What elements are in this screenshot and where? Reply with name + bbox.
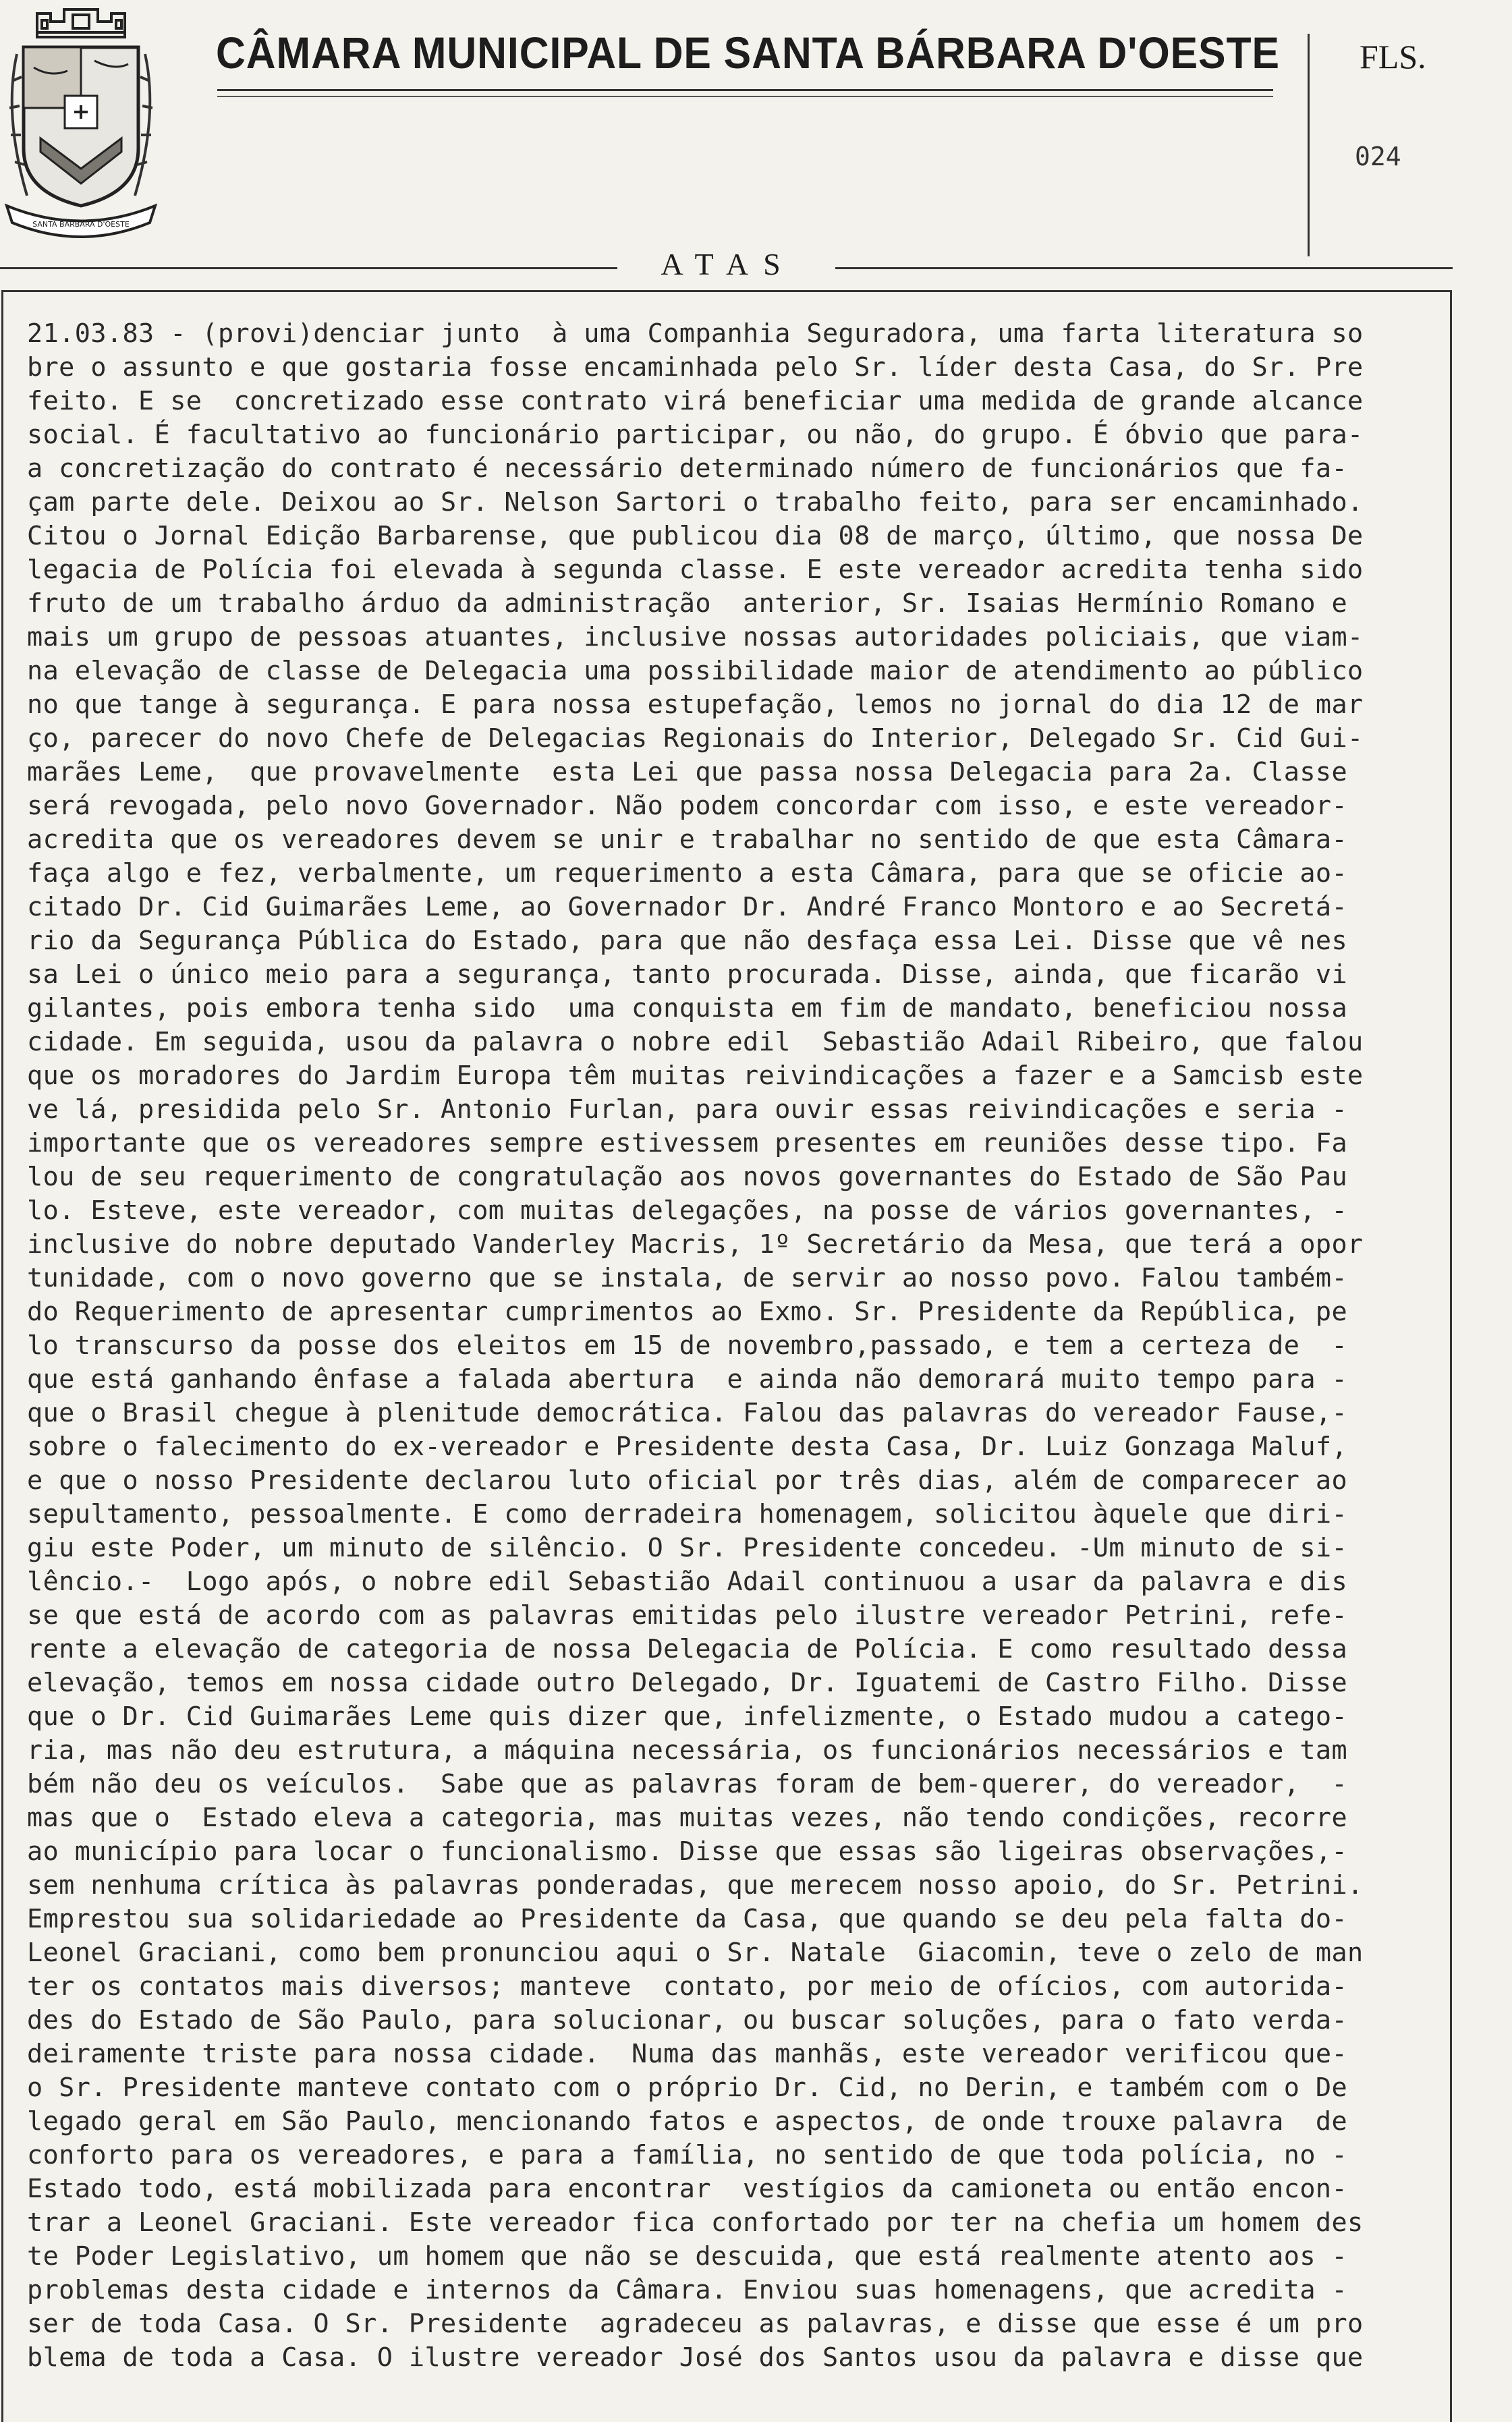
minutes-line: legado geral em São Paulo, mencionando fatos e aspectos, de onde trouxe palavra de <box>27 2106 1348 2137</box>
header-rule <box>217 89 1273 91</box>
section-title: ATAS <box>661 247 795 281</box>
minutes-line: blema de toda a Casa. O ilustre vereador José dos Santos usou da palavra e disse que <box>27 2342 1364 2373</box>
minutes-line: bém não deu os veículos. Sabe que as palavras foram de bem-querer, do vereador, - <box>27 1769 1348 1799</box>
minutes-line: a concretização do contrato é necessário determinado número de funcionários que fa- <box>27 453 1348 484</box>
minutes-line: des do Estado de São Paulo, para solucionar, ou buscar soluções, para o fato verda- <box>27 2005 1348 2035</box>
minutes-line: Citou o Jornal Edição Barbarense, que publicou dia 08 de março, último, que nossa De <box>27 521 1364 551</box>
minutes-line: que está ganhando ênfase a falada abertura e ainda não demorará muito tempo para - <box>27 1364 1348 1395</box>
municipal-coat-of-arms <box>0 0 162 243</box>
minutes-line: e que o nosso Presidente declarou luto oficial por três dias, além de comparecer ao <box>27 1465 1348 1496</box>
minutes-line: inclusive do nobre deputado Vanderley Macris, 1º Secretário da Mesa, que terá a opor <box>27 1229 1364 1260</box>
minutes-line: na elevação de classe de Delegacia uma possibilidade maior de atendimento ao público <box>27 656 1364 686</box>
minutes-line: giu este Poder, um minuto de silêncio. O Sr. Presidente concedeu. -Um minuto de si- <box>27 1533 1348 1563</box>
minutes-line: sepultamento, pessoalmente. E como derradeira homenagem, solicitou àquele que diri- <box>27 1499 1348 1529</box>
minutes-line: que o Dr. Cid Guimarães Leme quis dizer que, infelizmente, o Estado mudou a catego- <box>27 1701 1348 1732</box>
minutes-line: legacia de Polícia foi elevada à segunda classe. E este vereador acredita tenha sido <box>27 555 1364 585</box>
minutes-line: ço, parecer do novo Chefe de Delegacias Regionais do Interior, Delegado Sr. Cid Gui- <box>27 723 1364 754</box>
minutes-line: lo. Esteve, este vereador, com muitas delegações, na posse de vários governantes, - <box>27 1195 1348 1226</box>
minutes-line: ser de toda Casa. O Sr. Presidente agradeceu as palavras, e disse que esse é um pro <box>27 2309 1364 2339</box>
minutes-line: rio da Segurança Pública do Estado, para que não desfaça essa Lei. Disse que vê nes <box>27 926 1348 956</box>
minutes-line: tunidade, com o novo governo que se instala, de servir ao nosso povo. Falou também- <box>27 1263 1348 1293</box>
minutes-line: que o Brasil chegue à plenitude democrática. Falou das palavras do vereador Fause,- <box>27 1398 1348 1428</box>
header-title: CÂMARA MUNICIPAL DE SANTA BÁRBARA D'OESTE <box>216 28 1280 78</box>
minutes-line: Leonel Graciani, como bem pronunciou aqui o Sr. Natale Giacomin, teve o zelo de man <box>27 1938 1364 1968</box>
minutes-line: gilantes, pois embora tenha sido uma conquista em fim de mandato, beneficiou nossa <box>27 993 1348 1023</box>
minutes-line: lêncio.- Logo após, o nobre edil Sebastião Adail continuou a usar da palavra e dis <box>27 1567 1348 1597</box>
section-rule-left <box>0 267 617 269</box>
minutes-line: ve lá, presidida pelo Sr. Antonio Furlan, para ouvir essas reivindicações e seria - <box>27 1094 1348 1125</box>
minutes-line: deiramente triste para nossa cidade. Numa das manhãs, este vereador verificou que- <box>27 2039 1348 2069</box>
minutes-line: rente a elevação de categoria de nossa Delegacia de Polícia. E como resultado dessa <box>27 1634 1348 1664</box>
minutes-line: lou de seu requerimento de congratulação aos novos governantes do Estado de São Pau <box>27 1162 1348 1192</box>
minutes-line: do Requerimento de apresentar cumprimentos ao Exmo. Sr. Presidente da República, pe <box>27 1297 1348 1327</box>
minutes-line: çam parte dele. Deixou ao Sr. Nelson Sartori o trabalho feito, para ser encaminhado. <box>27 487 1364 517</box>
header-rule-secondary <box>217 96 1273 97</box>
minutes-line: citado Dr. Cid Guimarães Leme, ao Governador Dr. André Franco Montoro e ao Secretá- <box>27 892 1348 922</box>
minutes-line: fruto de um trabalho árduo da administração anterior, Sr. Isaias Hermínio Romano e <box>27 588 1348 619</box>
minutes-line: acredita que os vereadores devem se unir e trabalhar no sentido de que esta Câmara- <box>27 824 1348 855</box>
minutes-line: bre o assunto e que gostaria fosse encaminhada pelo Sr. líder desta Casa, do Sr. Pre <box>27 352 1364 383</box>
minutes-line: marães Leme, que provavelmente esta Lei que passa nossa Delegacia para 2a. Classe <box>27 757 1348 787</box>
minutes-line: importante que os vereadores sempre estivessem presentes em reuniões desse tipo. Fa <box>27 1128 1348 1158</box>
minutes-line: lo transcurso da posse dos eleitos em 15 de novembro,passado, e tem a certeza de - <box>27 1330 1348 1361</box>
minutes-line: Estado todo, está mobilizada para encontrar vestígios da camioneta ou então encon- <box>27 2174 1348 2204</box>
minutes-line: ao município para locar o funcionalismo. Disse que essas são ligeiras observações,- <box>27 1836 1348 1867</box>
header-divider <box>1308 34 1310 256</box>
minutes-line: que os moradores do Jardim Europa têm muitas reivindicações a fazer e a Samcisb este <box>27 1061 1364 1091</box>
minutes-line: mas que o Estado eleva a categoria, mas muitas vezes, não tendo condições, recorre <box>27 1803 1348 1833</box>
minutes-line: cidade. Em seguida, usou da palavra o nobre edil Sebastião Adail Ribeiro, que falou <box>27 1027 1364 1057</box>
minutes-line: ria, mas não deu estrutura, a máquina necessária, os funcionários necessários e tam <box>27 1735 1348 1766</box>
minutes-line: conforto para os vereadores, e para a família, no sentido de que toda polícia, no - <box>27 2140 1348 2170</box>
minutes-line: o Sr. Presidente manteve contato com o próprio Dr. Cid, no Derin, e também com o De <box>27 2073 1348 2103</box>
minutes-line: 21.03.83 - (provi)denciar junto à uma Companhia Seguradora, uma farta literatura so <box>27 318 1364 349</box>
minutes-body <box>27 317 1451 2375</box>
minutes-line: problemas desta cidade e internos da Câmara. Enviou suas homenagens, que acredita - <box>27 2275 1348 2305</box>
minutes-line: será revogada, pelo novo Governador. Não podem concordar com isso, e este vereador- <box>27 791 1348 821</box>
minutes-line: ter os contatos mais diversos; manteve contato, por meio de ofícios, com autorida- <box>27 1971 1348 2002</box>
minutes-line: sobre o falecimento do ex-vereador e Presidente desta Casa, Dr. Luiz Gonzaga Maluf, <box>27 1432 1348 1462</box>
section-rule-right <box>835 267 1453 269</box>
minutes-line: social. É facultativo ao funcionário participar, ou não, do grupo. É óbvio que para- <box>27 420 1364 450</box>
minutes-line: se que está de acordo com as palavras emitidas pelo ilustre vereador Petrini, refe- <box>27 1600 1348 1631</box>
minutes-line: sem nenhuma crítica às palavras ponderadas, que merecem nosso apoio, do Sr. Petrini. <box>27 1870 1364 1900</box>
minutes-line: feito. E se concretizado esse contrato virá beneficiar uma medida de grande alcance <box>27 386 1364 416</box>
fls-label: FLS. <box>1360 38 1426 76</box>
minutes-line: sa Lei o único meio para a segurança, tanto procurada. Disse, ainda, que ficarão vi <box>27 959 1348 990</box>
minutes-line: te Poder Legislativo, um homem que não se descuida, que está realmente atento aos - <box>27 2241 1348 2272</box>
minutes-line: trar a Leonel Graciani. Este vereador fica confortado por ter na chefia um homem des <box>27 2207 1364 2238</box>
page-number: 024 <box>1355 142 1401 171</box>
minutes-line: elevação, temos em nossa cidade outro Delegado, Dr. Iguatemi de Castro Filho. Disse <box>27 1668 1348 1698</box>
crest-banner-text: SANTA BÁRBARA D'OESTE <box>32 220 130 229</box>
minutes-line: faça algo e fez, verbalmente, um requerimento a esta Câmara, para que se oficie ao- <box>27 858 1348 889</box>
minutes-line: mais um grupo de pessoas atuantes, inclusive nossas autoridades policiais, que viam- <box>27 622 1364 652</box>
minutes-line: no que tange à segurança. E para nossa estupefação, lemos no jornal do dia 12 de mar <box>27 689 1364 720</box>
minutes-line: Emprestou sua solidariedade ao Presidente da Casa, que quando se deu pela falta do- <box>27 1904 1348 1934</box>
